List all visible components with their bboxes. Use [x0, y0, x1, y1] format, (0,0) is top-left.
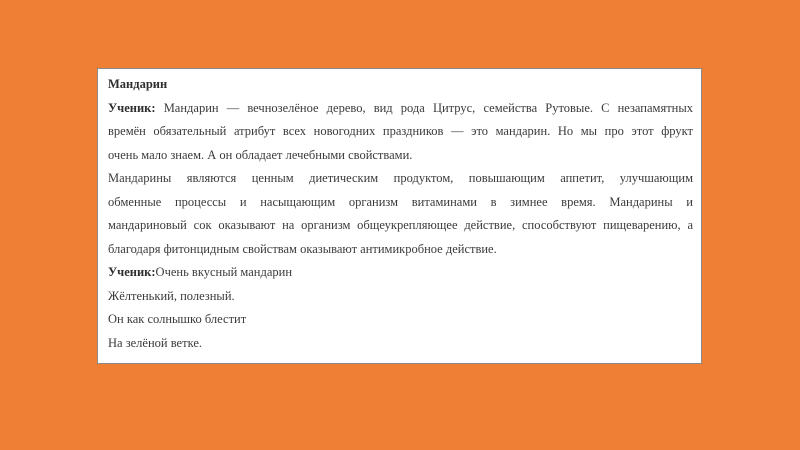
slide-title: Мандарин: [108, 77, 168, 91]
poem-line-2: Он как солнышко блестит: [108, 312, 247, 326]
poem-line-3: На зелёной ветке.: [108, 335, 203, 350]
paragraph-1-line-1: [108, 97, 693, 121]
paragraph-2-line-2: обменные процессы и насыщающим организм витаминами в зимнее время. Мандарины и: [108, 194, 693, 209]
speaker-label: Ученик:: [108, 265, 156, 279]
paragraph-1-line-3: очень мало знаем. А он обладает лечебными свойствами.: [108, 147, 413, 162]
speaker-label: Ученик:: [108, 100, 156, 115]
paragraph-1-line-2: времён обязательный атрибут всех новогодних праздников — это мандарин. Но мы про этот фрукт: [108, 124, 693, 138]
paragraph-1-line-1-text: Мандарин — вечнозелёное дерево, вид рода Цитрус, семейства Рутовые. С незапамятных: [163, 100, 693, 115]
poem-line-1: Жёлтенький, полезный.: [108, 288, 235, 303]
paragraph-2-line-4: благодаря фитонцидным свойствам оказывают антимикробное действие.: [108, 241, 497, 256]
text-card: [97, 68, 702, 364]
paragraph-3-text: Очень вкусный мандарин: [155, 265, 293, 279]
paragraph-2-line-1: Мандарины являются ценным диетическим продуктом, повышающим аппетит, улучшающим: [108, 171, 693, 185]
paragraph-3: [108, 261, 693, 285]
paragraph-2-line-3: мандариновый сок оказывают на организм общеукрепляющее действие, способствуют пищеварению, а: [108, 218, 693, 232]
